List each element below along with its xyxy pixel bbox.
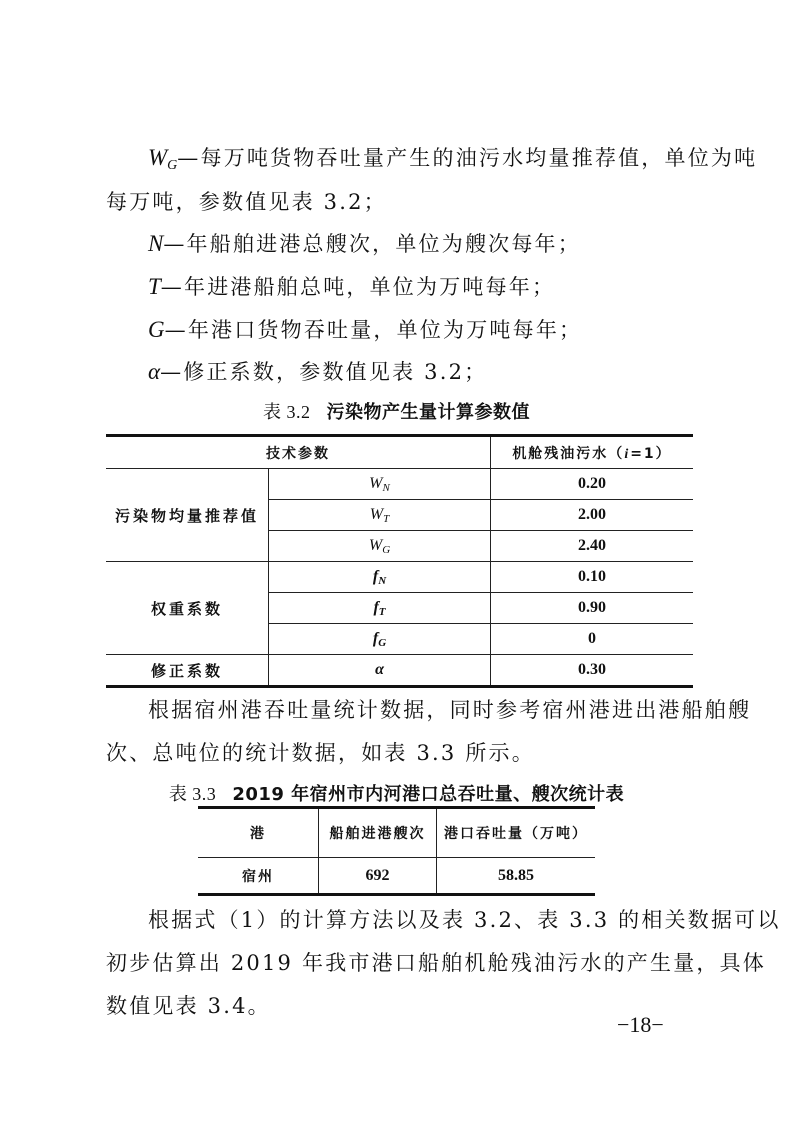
paragraph-2-line-1: 根据式（1）的计算方法以及表 3.2、表 3.3 的相关数据可以 <box>148 908 781 932</box>
table-row <box>198 858 595 895</box>
table-header-row <box>198 808 595 858</box>
header-engine-room-oily-water: 机舱残油污水（i=1） <box>491 436 694 469</box>
param-symbol: $f_N$ <box>269 562 491 593</box>
definition-wg-continued: 每万吨，参数值见表 3.2； <box>106 190 387 214</box>
param-symbol: $W_T$ <box>269 500 491 531</box>
param-symbol: $W_N$ <box>269 469 491 500</box>
definition-n: N—年船舶进港总艘次，单位为艘次每年； <box>148 231 581 256</box>
variable-symbol: T <box>148 274 161 299</box>
param-value: 2.00 <box>491 500 694 531</box>
page-number: −18− <box>617 1012 664 1037</box>
header-technical-params: 技术参数 <box>106 436 491 469</box>
param-value: 0.10 <box>491 562 694 593</box>
group-label: 修正系数 <box>106 655 269 687</box>
variable-symbol: G <box>148 317 165 342</box>
table-row <box>106 655 693 687</box>
header-port-throughput: 港口吞吐量（万吨） <box>437 808 596 858</box>
port-name: 宿州 <box>198 858 319 895</box>
table-row <box>106 562 693 593</box>
param-value: 0.20 <box>491 469 694 500</box>
paragraph-1-line-1: 根据宿州港吞吐量统计数据，同时参考宿州港进出港船舶艘 <box>148 698 752 722</box>
param-symbol: α <box>269 655 491 687</box>
param-symbol: $f_G$ <box>269 624 491 655</box>
paragraph-2-line-3: 数值见表 3.4。 <box>106 994 271 1018</box>
definition-t: T—年进港船舶总吨，单位为万吨每年； <box>148 274 556 299</box>
param-value: 0.30 <box>491 655 694 687</box>
param-symbol: $f_T$ <box>269 593 491 624</box>
param-value: 0.90 <box>491 593 694 624</box>
table-header-row <box>106 436 693 469</box>
table-3-2-caption: 表 3.2 污染物产生量计算参数值 <box>263 402 530 423</box>
param-value: 2.40 <box>491 531 694 562</box>
header-ship-arrivals: 船舶进港艘次 <box>319 808 437 858</box>
group-label: 权重系数 <box>106 562 269 655</box>
table-3-2 <box>106 434 693 688</box>
header-port: 港 <box>198 808 319 858</box>
variable-symbol: N <box>148 231 164 256</box>
paragraph-2-line-2: 初步估算出 2019 年我市港口船舶机舱残油污水的产生量，具体 <box>106 951 766 975</box>
ship-arrivals-value: 692 <box>319 858 437 895</box>
table-row <box>106 469 693 500</box>
definition-wg: $W_G—$每万吨货物吞吐量产生的油污水均量推荐值，单位为吨 <box>148 145 758 173</box>
variable-symbol: α <box>148 359 161 384</box>
variable-symbol: $W_G$ <box>148 145 178 173</box>
definition-g: G—年港口货物吞吐量，单位为万吨每年； <box>148 317 583 342</box>
param-value: 0 <box>491 624 694 655</box>
param-symbol: $W_G$ <box>269 531 491 562</box>
table-3-3-caption: 表 3.3 2019 年宿州市内河港口总吞吐量、艘次统计表 <box>168 784 625 805</box>
throughput-value: 58.85 <box>498 866 534 884</box>
definition-alpha: α—修正系数，参数值见表 3.2； <box>148 359 488 384</box>
paragraph-1-line-2: 次、总吨位的统计数据，如表 3.3 所示。 <box>106 741 535 765</box>
table-3-3 <box>198 806 595 896</box>
group-label: 污染物均量推荐值 <box>106 469 269 562</box>
